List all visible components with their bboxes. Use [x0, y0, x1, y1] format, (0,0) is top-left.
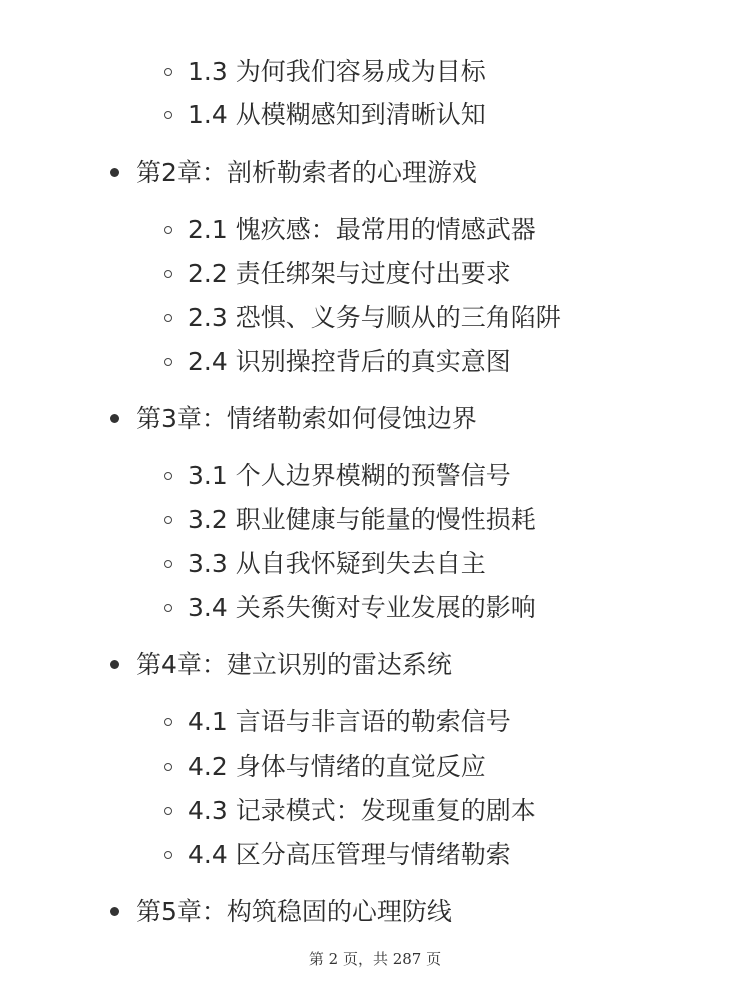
toc-chapter-label: 第2章：剖析勒索者的心理游戏 [136, 157, 477, 187]
toc-chapter-item [0, 889, 750, 933]
toc-section-label: 3.2 职业健康与能量的慢性损耗 [188, 504, 536, 534]
toc-section-label: 1.3 为何我们容易成为目标 [188, 56, 486, 86]
hollow-circle-bullet-icon [164, 807, 172, 815]
toc-section-label: 4.4 区分高压管理与情绪勒索 [188, 839, 511, 869]
hollow-circle-bullet-icon [164, 472, 172, 480]
toc-section-label: 4.3 记录模式：发现重复的剧本 [188, 795, 536, 825]
hollow-circle-bullet-icon [164, 560, 172, 568]
hollow-circle-bullet-icon [164, 358, 172, 366]
toc-section-label: 2.4 识别操控背后的真实意图 [188, 346, 511, 376]
toc-section-label: 4.2 身体与情绪的直觉反应 [188, 751, 486, 781]
toc-section-item [0, 497, 750, 541]
filled-circle-bullet-icon [110, 660, 119, 669]
toc-section-item [0, 744, 750, 788]
hollow-circle-bullet-icon [164, 763, 172, 771]
toc-chapter-label: 第5章：构筑稳固的心理防线 [136, 896, 452, 926]
toc-chapter-label: 第3章：情绪勒索如何侵蚀边界 [136, 403, 477, 433]
toc-section-item [0, 339, 750, 383]
toc-section-item [0, 295, 750, 339]
toc-section-label: 3.4 关系失衡对专业发展的影响 [188, 592, 536, 622]
toc-section-label: 4.1 言语与非言语的勒索信号 [188, 706, 511, 736]
hollow-circle-bullet-icon [164, 68, 172, 76]
hollow-circle-bullet-icon [164, 718, 172, 726]
toc-section-item [0, 453, 750, 497]
toc-section-item [0, 92, 750, 136]
filled-circle-bullet-icon [110, 414, 119, 423]
hollow-circle-bullet-icon [164, 314, 172, 322]
hollow-circle-bullet-icon [164, 226, 172, 234]
toc-chapter-item [0, 396, 750, 440]
toc-chapter-item [0, 150, 750, 194]
hollow-circle-bullet-icon [164, 604, 172, 612]
toc-chapter-label: 第4章：建立识别的雷达系统 [136, 649, 452, 679]
toc-section-label: 2.2 责任绑架与过度付出要求 [188, 258, 511, 288]
hollow-circle-bullet-icon [164, 516, 172, 524]
hollow-circle-bullet-icon [164, 851, 172, 859]
page-number: 第 2 页，共 287 页 [308, 950, 442, 968]
toc-section-item [0, 541, 750, 585]
toc-chapter-item [0, 642, 750, 686]
toc-section-item [0, 699, 750, 743]
toc-section-item [0, 585, 750, 629]
toc-section-item [0, 832, 750, 876]
toc-section-item [0, 788, 750, 832]
filled-circle-bullet-icon [110, 907, 119, 916]
toc-section-label: 2.3 恐惧、义务与顺从的三角陷阱 [188, 302, 561, 332]
toc-section-item [0, 251, 750, 295]
toc-section-label: 3.3 从自我怀疑到失去自主 [188, 548, 486, 578]
toc-section-label: 3.1 个人边界模糊的预警信号 [188, 460, 511, 490]
toc-section-item [0, 49, 750, 93]
hollow-circle-bullet-icon [164, 111, 172, 119]
toc-section-item [0, 207, 750, 251]
toc-section-label: 1.4 从模糊感知到清晰认知 [188, 99, 486, 129]
filled-circle-bullet-icon [110, 168, 119, 177]
hollow-circle-bullet-icon [164, 270, 172, 278]
toc-section-label: 2.1 愧疚感：最常用的情感武器 [188, 214, 536, 244]
